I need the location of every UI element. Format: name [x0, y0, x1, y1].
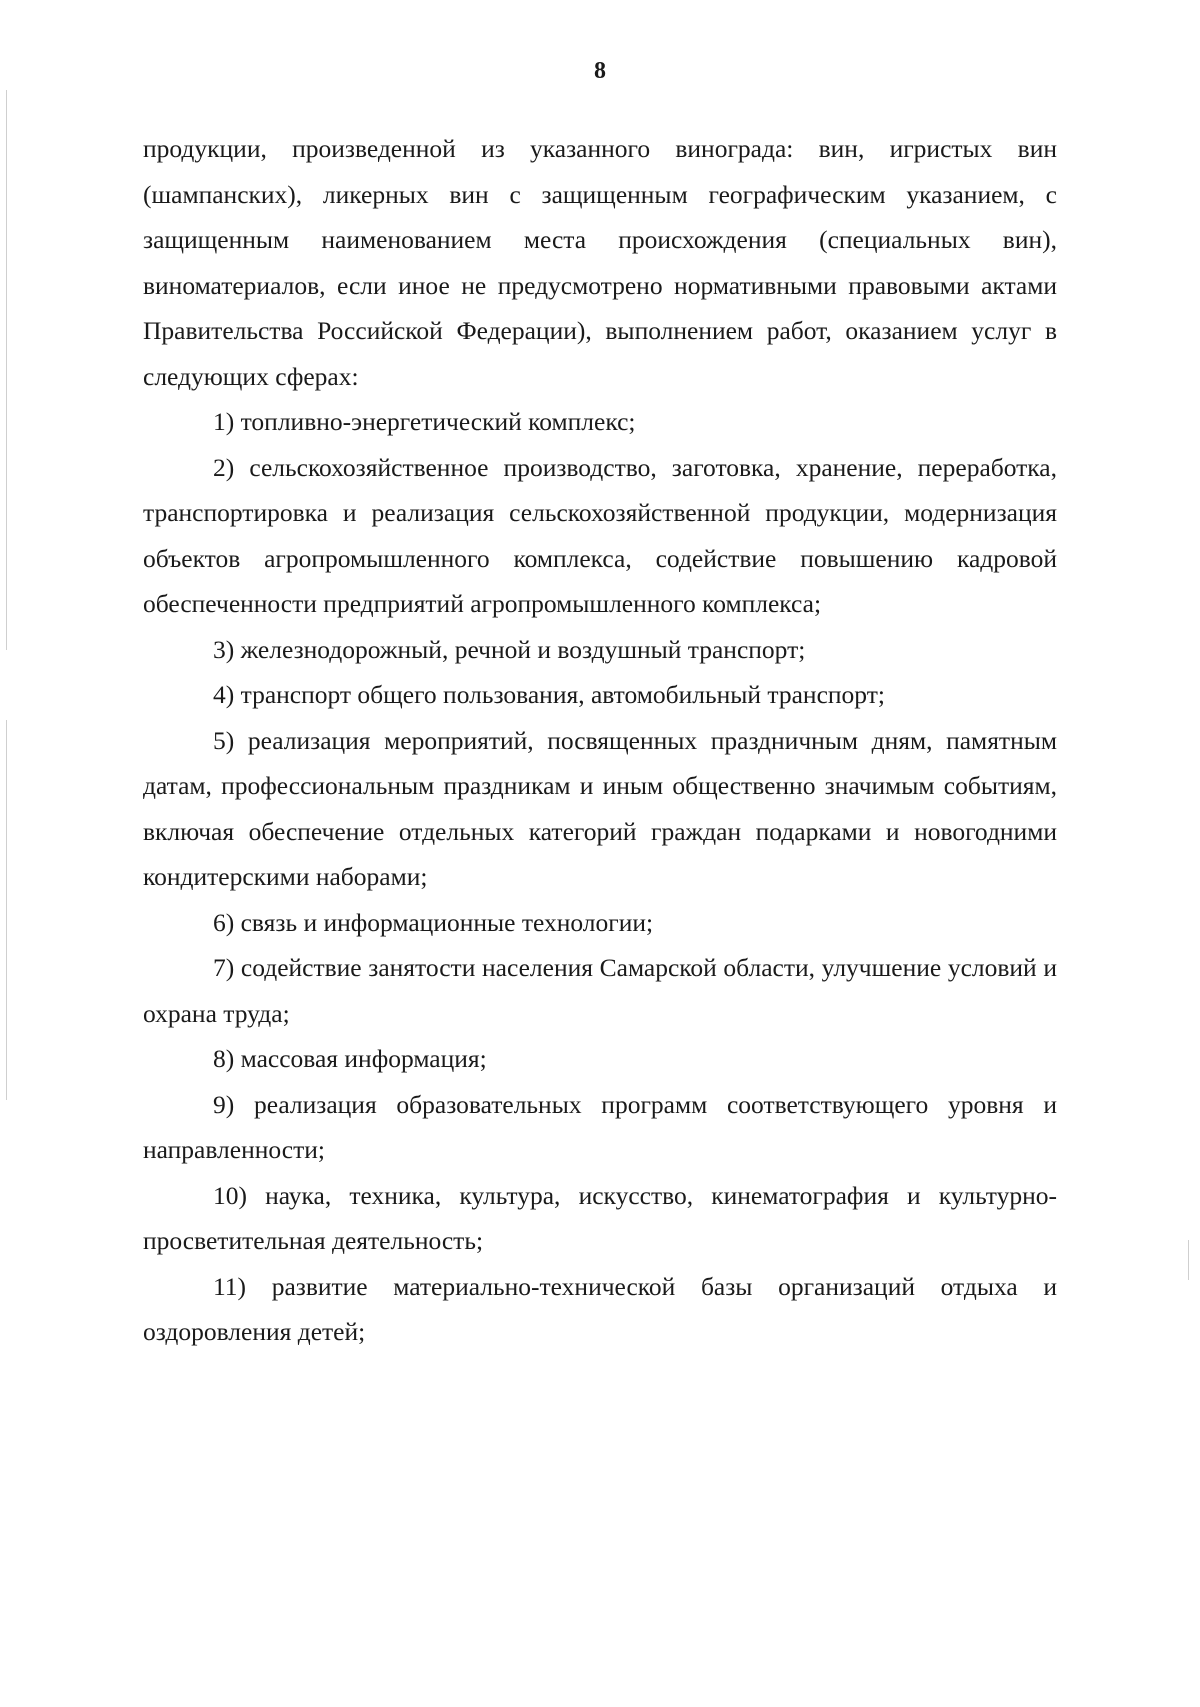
- scan-edge-mark: [6, 90, 7, 650]
- scan-edge-mark: [6, 720, 7, 1100]
- list-item: 6) связь и информационные технологии;: [213, 907, 654, 937]
- list-item: 11) развитие материально-технической базы организаций отдыха и оздоровления детей;: [143, 1271, 1057, 1346]
- list-item: 5) реализация мероприятий, посвященных праздничным дням, памятным датам, профессиональным праздникам и иным общественно значимым событиям, включая обеспечение отдельных категорий граждан подарками и новогодними кондитерскими наборами;: [143, 725, 1057, 891]
- document-body: [143, 126, 1057, 1355]
- list-item: 4) транспорт общего пользования, автомобильный транспорт;: [213, 680, 885, 709]
- list-item: 10) наука, техника, культура, искусство, кинематография и культурно-просветительная деятельность;: [143, 1180, 1057, 1255]
- list-item: 9) реализация образовательных программ соответствующего уровня и направленности;: [143, 1089, 1057, 1164]
- list-item: 7) содействие занятости населения Самарской области, улучшение условий и охрана труда;: [143, 953, 1057, 1028]
- scan-edge-mark: [1188, 1240, 1189, 1280]
- page-number: 8: [594, 58, 606, 84]
- list-item: 3) железнодорожный, речной и воздушный транспорт;: [213, 634, 806, 664]
- list-item: 2) сельскохозяйственное производство, заготовка, хранение, переработка, транспортировка и реализация сельскохозяйственной продукции, модернизация объектов агропромышленного комплекса, содействие повышению кадровой обеспеченности предприятий агропромышленного комплекса;: [143, 452, 1057, 618]
- list-item: 1) топливно-энергетический комплекс;: [213, 407, 636, 436]
- list-item: 8) массовая информация;: [213, 1044, 487, 1073]
- intro-paragraph: продукции, произведенной из указанного винограда: вин, игристых вин (шампанских), ликерных вин с защищенным географическим указанием, с защищенным наименованием места происхождения (специальных вин), виноматериалов, если иное не предусмотрено нормативными правовыми актами Правительства Российской Федерации), выполнением работ, оказанием услуг в следующих сферах:: [143, 134, 1057, 391]
